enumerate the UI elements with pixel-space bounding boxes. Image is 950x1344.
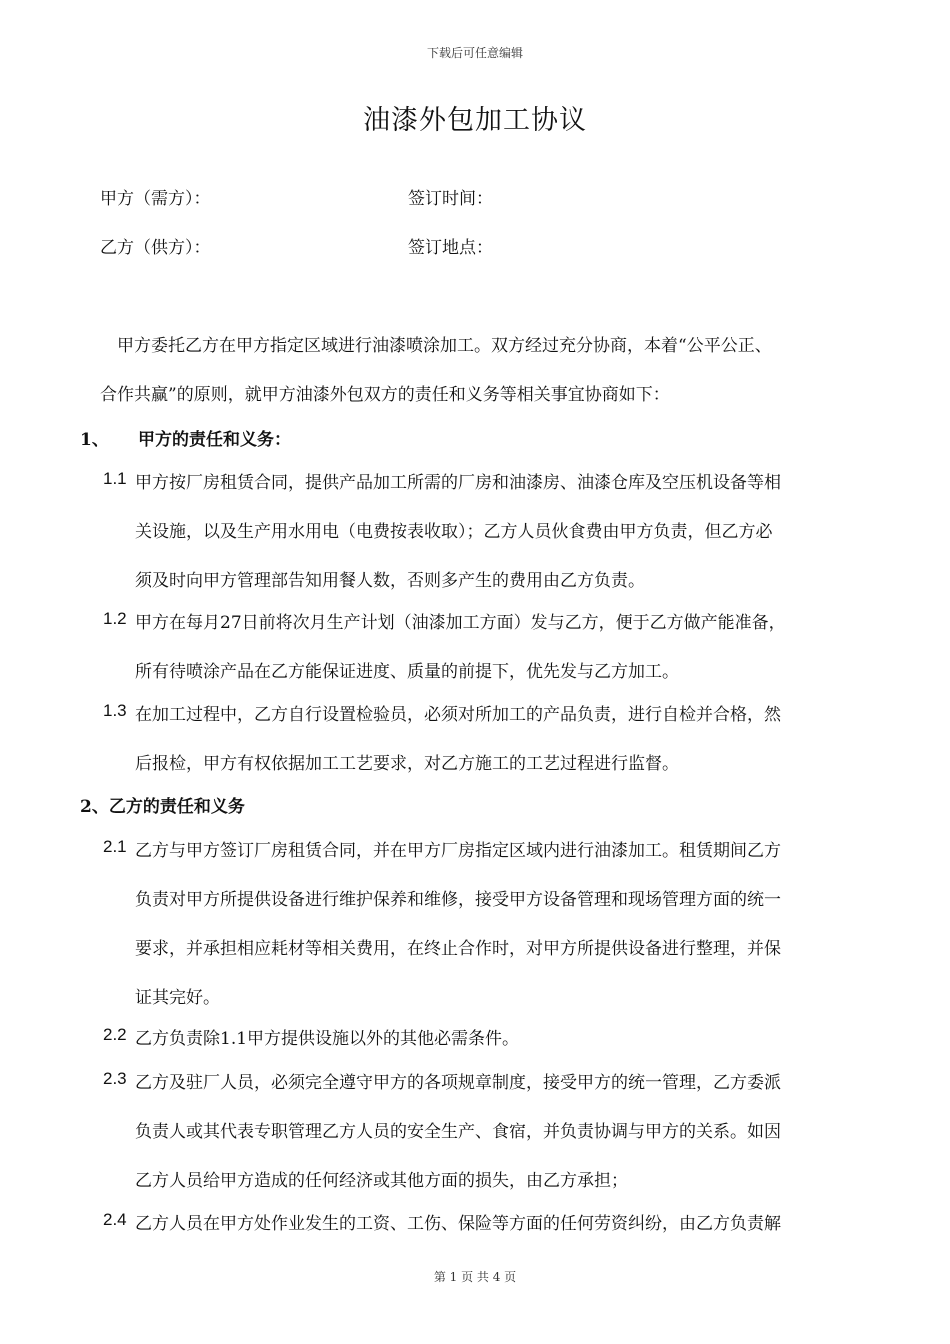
clause-2-1-line-1: 乙方与甲方签订厂房租赁合同，并在甲方厂房指定区域内进行油漆加工。租赁期间乙方 <box>135 841 781 861</box>
clause-2-2-number: 2.2 <box>103 1025 127 1044</box>
clause-1-2-line-2: 所有待喷涂产品在乙方能保证进度、质量的前提下，优先发与乙方加工。 <box>135 662 679 682</box>
clause-1-1-number: 1.1 <box>103 469 127 488</box>
section-1-heading: 甲方的责任和义务： <box>138 430 291 450</box>
section-2-heading: 2、乙方的责任和义务 <box>80 797 245 817</box>
clause-2-1-line-2: 负责对甲方所提供设备进行维护保养和维修，接受甲方设备管理和现场管理方面的统一 <box>135 890 781 910</box>
section-1-number: 1、 <box>80 430 109 450</box>
intro-line-1: 甲方委托乙方在甲方指定区域进行油漆喷涂加工。双方经过充分协商，本着“公平公正、 <box>117 336 772 356</box>
clause-2-3-line-1: 乙方及驻厂人员，必须完全遵守甲方的各项规章制度，接受甲方的统一管理，乙方委派 <box>135 1073 781 1093</box>
clause-1-3-line-1: 在加工过程中，乙方自行设置检验员，必须对所加工的产品负责，进行自检并合格，然 <box>135 705 781 725</box>
clause-1-3-line-2: 后报检，甲方有权依据加工工艺要求，对乙方施工的工艺过程进行监督。 <box>135 754 679 774</box>
clause-1-3-number: 1.3 <box>103 701 127 720</box>
party-a-label: 甲方（需方）： <box>100 189 211 209</box>
clause-2-1-line-4: 证其完好。 <box>135 988 220 1008</box>
clause-2-3-line-2: 负责人或其代表专职管理乙方人员的安全生产、食宿，并负责协调与甲方的关系。如因 <box>135 1122 781 1142</box>
clause-2-4-line-1: 乙方人员在甲方处作业发生的工资、工伤、保险等方面的任何劳资纠纷，由乙方负责解 <box>135 1214 781 1234</box>
clause-2-2-line-1: 乙方负责除1.1甲方提供设施以外的其他必需条件。 <box>135 1029 520 1049</box>
clause-1-1-line-3: 须及时向甲方管理部告知用餐人数，否则多产生的费用由乙方负责。 <box>135 571 645 591</box>
document-title: 油漆外包加工协议 <box>363 105 587 136</box>
page-footer: 第 1 页 共 4 页 <box>433 1270 517 1284</box>
sign-place-label: 签订地点： <box>408 238 493 258</box>
clause-1-2-line-1: 甲方在每月27日前将次月生产计划（油漆加工方面）发与乙方，便于乙方做产能准备， <box>135 613 786 633</box>
clause-2-1-line-3: 要求，并承担相应耗材等相关费用，在终止合作时，对甲方所提供设备进行整理，并保 <box>135 939 781 959</box>
sign-time-label: 签订时间： <box>408 189 493 209</box>
party-b-label: 乙方（供方）： <box>100 238 211 258</box>
clause-1-1-line-1: 甲方按厂房租赁合同，提供产品加工所需的厂房和油漆房、油漆仓库及空压机设备等相 <box>135 473 781 493</box>
clause-2-3-number: 2.3 <box>103 1069 127 1088</box>
clause-2-1-number: 2.1 <box>103 837 127 856</box>
intro-line-2: 合作共赢”的原则，就甲方油漆外包双方的责任和义务等相关事宜协商如下： <box>100 385 670 405</box>
clause-2-3-line-3: 乙方人员给甲方造成的任何经济或其他方面的损失，由乙方承担； <box>135 1171 628 1191</box>
clause-1-2-number: 1.2 <box>103 609 127 628</box>
page-header-note: 下载后可任意编辑 <box>426 46 523 60</box>
clause-2-4-number: 2.4 <box>103 1210 127 1229</box>
clause-1-1-line-2: 关设施，以及生产用水用电（电费按表收取）；乙方人员伙食费由甲方负责，但乙方必 <box>135 522 773 542</box>
